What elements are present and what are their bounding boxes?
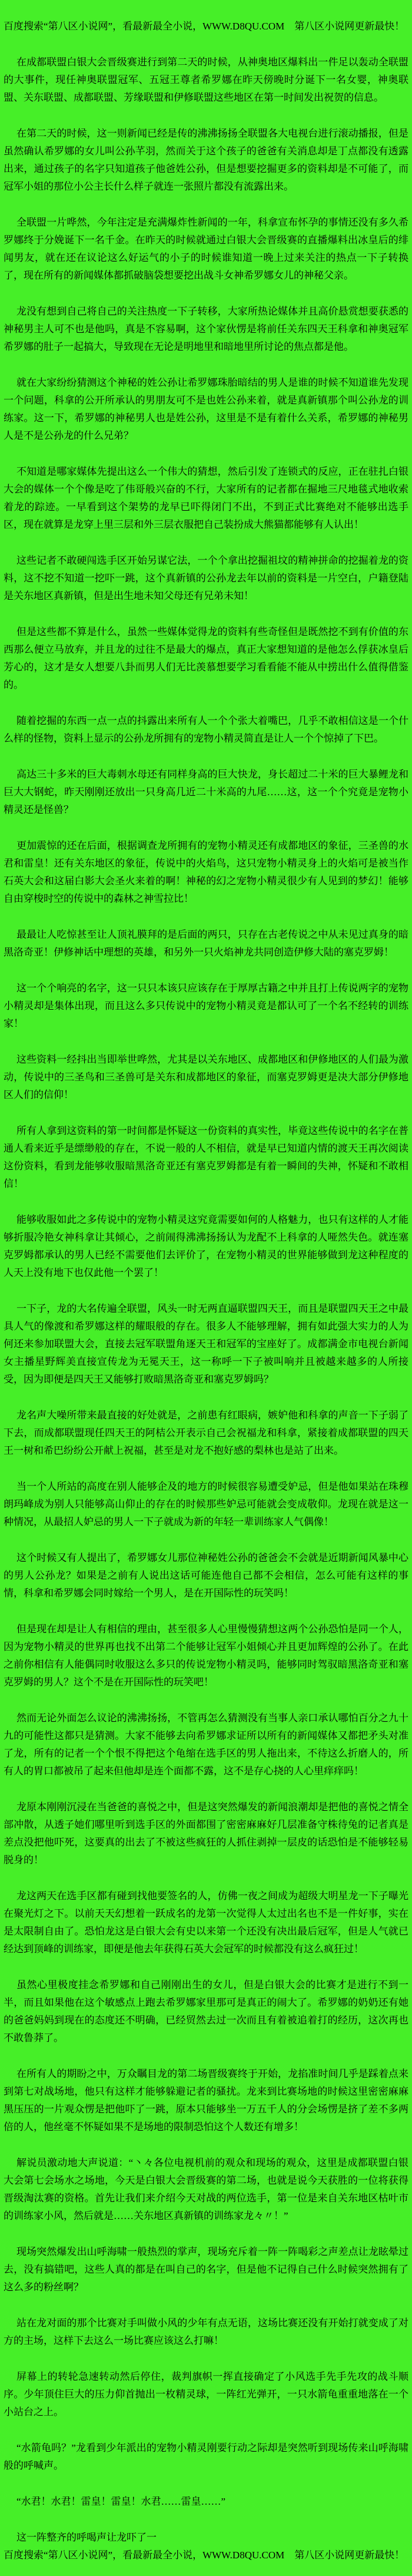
novel-paragraph: 这一个个响亮的名字，这一只只本该只应该存在于厚厚古籍之中并且打上传说两字的宠物小精灵却是集体出现，而且这么多只传说中的宠物小精灵竟是都认可了一个名不经转的训练家！ — [4, 983, 408, 1029]
novel-paragraph: 能够收服如此之多传说中的宠物小精灵这究竟需要如何的人格魅力，也只有这样的人才能够折服冷艳女神科拿让其倾心，之前闹得沸沸扬扬认为龙配不上科拿的人哑然失色。就连塞克罗姆都承认的男人已经不需要他们去评价了，在宠物小精灵的世界能够做到龙这种程度的人天上没有地下也仅此他一个罢了！ — [4, 1214, 408, 1278]
novel-paragraph: 现场突然爆发出山呼海啸一般热烈的掌声，现场充斥着一阵一阵喝彩之声差点让龙眩晕过去，没有搞错吧，这些人真的都是在叫自己的名字，但是他不记得自己什么时候突然拥有了这么多的粉丝啊？ — [4, 2246, 408, 2293]
novel-paragraph: “水君！水君！雷皇！雷皇！水君……雷皇……” — [16, 2496, 226, 2507]
novel-paragraph: 这些记者不敢硬闯选手区开始另谋它法，一个个拿出挖掘祖坟的精神拼命的挖掘着龙的资料，这不挖不知道一挖吓一跳，这个真新镇的公孙龙去年以前的资料是一片空白，户籍登陆是关东地区真新镇，但是出生地未知父母还有兄弟未知！ — [4, 555, 408, 601]
novel-paragraph: 但是这些都不算是什么，虽然一些媒体觉得龙的资料有些奇怪但是既然挖不到有价值的东西那么便立马放弃，并且龙的过往不是最大的爆点，真正大家想知道的是他怎么俘获冰皇后芳心的，这才是女人想要八卦而男人们无比羡慕想要学习看看能不能从中捞出什么值得借鉴的。 — [4, 626, 408, 690]
novel-paragraph: 一下子，龙的大名传遍全联盟，风头一时无两直逼联盟四天王，而且是联盟四天王之中最具人气的像渡和希罗娜这样的耀眼般的存在。很多人不能够理解，拥有如此强大实力的人为何还来参加联盟大会，直接去冠军联盟角逐天王和冠军的宝座好了。成都满金市电视台新闻女主播星野辉美直接宣传龙为无冕天王，这一称呼一下子被叫响并且被越来越多的人所接受，因为即便是四天王又能够打败暗黑洛奇亚和塞克罗姆吗？ — [4, 1303, 408, 1385]
novel-paragraph: 龙名声大噪所带来最直接的好处就是，之前患有红眼病，嫉妒他和科拿的声音一下子弱了下去，而成都联盟现任四天王的阿桔公开表示自己会祝福龙和科拿，紧接着成都联盟的四天王一树和希巴纷纷公开献上祝福，甚至是对龙不抱好感的梨林也是站了出来。 — [4, 1410, 408, 1456]
novel-paragraph: 虽然心里极度挂念希罗娜和自己刚刚出生的女儿，但是白银大会的比赛才是进行不到一半，而且如果他在这个敏感点上跑去希罗娜家里那可是真正的闹大了。希罗娜的奶奶还有她的爸爸妈妈到现在的态度还不明确，已经贸然去过一次而且有着被追着打的经历，这次再也不敢鲁莽了。 — [4, 1979, 408, 2043]
novel-paragraph: 站在龙对面的那个比赛对手叫做小风的少年有点无语，这场比赛还没有开始打就变成了对方的主场，这样下去这么一场比赛应该这么打嘛！ — [4, 2317, 408, 2346]
novel-paragraph: 就在大家纷纷猜测这个神秘的姓公孙让希罗娜珠胎暗结的男人是谁的时候不知道谁先发现一个问题，科拿的公开所承认的男朋友可不是也姓公孙来着，就是真新镇那个叫公孙龙的训练家。这一下，希罗娜的神秘男人也是姓公孙，这里是不是有着什么关系，希罗娜的神秘男人是不是公孙龙的什么兄弟？ — [4, 377, 408, 441]
novel-paragraph: 解说员激动地大声说道：“丶々各位电视机前的观众和现场的观众，这里是成都联盟白银大会第七会场水之场地，今天是白银大会晋级赛的第二场，也就是说今天获胜的一位将获得晋级淘汰赛的资格。首先让我们来介绍今天对战的两位选手，第一位是来自关东地区枯叶市的训练家小风，然后就是……关东地区真新镇的训练家龙々〃！” — [4, 2157, 408, 2221]
novel-paragraph: 龙没有想到自己将自己的关注热度一下子转移，大家所热论媒体并且高价悬赏想要获悉的神秘男主人可不也是他吗，真是不容易啊，这个家伙愣是将前任关东四天王科拿和神奥冠军希罗娜的肚子一起搞大，导致现在无论是明地里和暗地里所讨论的焦点都是他。 — [4, 306, 408, 352]
novel-paragraph: 更加震惊的还在后面，根据调查龙所拥有的宠物小精灵还有成都地区的象征，三圣兽的水君和雷皇！还有关东地区的象征，传说中的火焰鸟，这只宠物小精灵身上的火焰可是被当作石英大会和这届白影大会圣火来着的啊！神秘的幻之宠物小精灵很少有人见到的梦幻！能够自由穿梭时空的传说中的森林之神雪拉比！ — [4, 840, 408, 904]
novel-paragraph: 这些资料一经抖出当即举世哗然，尤其是以关东地区、成都地区和伊修地区的人们最为激动，传说中的三圣鸟和三圣兽可是关东和成都地区的象征，而塞克罗姆更是决大部分伊修地区人们的信仰！ — [4, 1054, 408, 1100]
novel-paragraph: 龙原本刚刚沉浸在当爸爸的喜悦之中，但是这突然爆发的新闻浪潮却是把他的喜悦之情全部冲散，从透子她们哪里听到选手区的外面都围了密密麻麻好几层准备守株待兔的记者真是差点没把他吓死，这要真的出去了不被这些疯狂的人抓住剥掉一层皮的话恐怕是不能够轻易脱身的！ — [4, 1801, 408, 1866]
novel-paragraph: 但是现在却是让人有相信的理由，甚至很多人心里慢慢猜想这两个公孙恐怕是同一个人，因为宠物小精灵的世界再也找不出第二个能够让冠军小姐倾心并且更加辉煌的公孙了。在此之前你相信有人能偶同时收服这么多只的传说宠物小精灵吗，能够同时驾驭暗黑洛奇亚和塞克罗姆的男人？这个不是在开国际性的玩笑吧！ — [4, 1623, 408, 1688]
novel-body — [4, 54, 408, 2547]
novel-paragraph: 不知道是哪家媒体先提出这么一个伟大的猜想，然后引发了连锁式的反应，正在驻扎白银大会的媒体一个个像是吃了伟哥般兴奋的不行，大家所有的记者都在掘地三尺地毯式地收索着龙的踪迹。一早看到这个架势的龙早已吓得闭门不出，不到正式比赛绝对不能够出选手区，现在就算是龙穿上里三层和外三层衣服把自己装扮成大熊猫都能够有人认出！ — [4, 466, 408, 530]
novel-paragraph: 在所有人的期盼之中，万众瞩目龙的第二场晋级赛终于开始，龙掐准时间几乎是踩着点来到第七对战场地，他只有这样才能够躲避记者的骚扰。龙来到比赛场地的时候这里密密麻麻黑压压的一片观众愣是把他吓了一跳，原本只能够坐一万五千人的分会场愣是挤了差不多两倍的人，他丝毫不怀疑如果不是场地的限制恐怕这个人数还有增多！ — [4, 2068, 408, 2132]
novel-paragraph: “水箭龟吗？”龙看到少年派出的宠物小精灵刚要行动之际却是突然听到现场传来山呼海啸般的呼喊声。 — [4, 2442, 408, 2471]
novel-paragraph: 龙这两天在选手区都有碰到找他要签名的人，仿佛一夜之间成为超级大明星龙一下子曝光在聚光灯之下。以前天天幻想着一跃成名的龙第一次觉得人太过出名也不是一件好事，实在是太限制自由了。恐怕龙这是白银大会有史以来第一个还没有决出最后冠军，但是人气就已经达到顶峰的训练家，即便是他去年获得石英大会冠军的时候都没有这么疯狂过！ — [4, 1890, 408, 1955]
novel-paragraph: 当一个人所站的高度在别人能够企及的地方的时候很容易遭受妒忌，但是他如果站在珠穆朗玛峰成为别人只能够高山仰止的存在的时候那些妒忌可能就会变成敬仰。龙现在就是这一种情况，从最招人妒忌的男人一下子就成为新的年轻一辈训练家人气偶像！ — [4, 1481, 408, 1527]
promo-footer: 百度搜索“第八区小说网”，看最新最全小说，WWW.D8QU.COM 第八区小说网更新最快！ — [4, 2549, 405, 2561]
novel-paragraph: 这个时候又有人提出了，希罗娜女儿那位神秘姓公孙的爸爸会不会就是近期新闻风暴中心的男人公孙龙？如果是之前有人说出这话可能连他自己都不会相信，怎么可能有这样的事情，科拿和希罗娜会同时嫁给一个男人，是在开国际性的玩笑吗！ — [4, 1552, 408, 1599]
novel-paragraph: 所有人拿到这资料的第一时间都是怀疑这一份资料的真实性，毕竟这些传说中的名字在普通人看来近乎是缥缈般的存在，不说一般的人不相信，就是早已知道内情的渡天王再次阅读这份资料，看到龙能够收服暗黑洛奇亚还有塞克罗姆都是有着一瞬间的失神，怀疑和不敢相信！ — [4, 1125, 408, 1189]
promo-header: 百度搜索“第八区小说网”，看最新最全小说，WWW.D8QU.COM 第八区小说网更新最快！ — [4, 21, 405, 32]
novel-paragraph: 随着挖掘的东西一点一点的抖露出来所有人一个个张大着嘴巴，几乎不敢相信这是一个什么样的怪物，资料上显示的公孙龙所拥有的宠物小精灵简直是让人一个个惊掉了下巴。 — [4, 715, 408, 744]
novel-paragraph: 然而无论外面怎么议论的沸沸扬扬，不管再怎么猜测没有当事人亲口承认哪怕百分之九十九的可能性这都只是猜测。大家不能够去向希罗娜求证所以所有的新闻媒体又都把矛头对准了龙，所有的记者一个个恨不得把这个龟缩在选手区的男人拖出来，不待这么折磨人的，所有人的胃口都被吊了起来但他却是连个面都不露，这不是存心挠的人心里痒痒吗！ — [4, 1712, 408, 1777]
novel-paragraph: 在第二天的时候，这一则新闻已经是传的沸沸扬扬全联盟各大电视台进行滚动播报，但是虽然确认希罗娜的女儿叫公孙芊羽，然而关于这个孩子的爸爸有关消息却是丁点都没有透露出来，通过孩子的名字只知道孩子他爸姓公孙，但是想要挖掘更多的资料却是不可能了，而冠军小姐的那位小公主长什么样子就连一张照片都没有流露出来。 — [4, 128, 408, 192]
novel-paragraph: 高达三十多米的巨大毒刺水母还有同样身高的巨大快龙，身长超过二十米的巨大暴鲤龙和巨大大钢蛇，昨天刚刚还放出一只身高几近二十米高的九尾……这，这一个个究竟是宠物小精灵还是怪兽？ — [4, 769, 408, 815]
novel-paragraph: 最最让人吃惊甚至让人顶礼膜拜的是后面的两只，只存在古老传说之中从未见过真身的暗黑洛奇亚！伊修神话中理想的英雄，和另外一只火焰神龙共同创造伊修大陆的塞克罗姆！ — [4, 929, 408, 958]
novel-paragraph: 在成都联盟白银大会晋级赛进行到第二天的时候，从神奥地区爆料出一件足以轰动全联盟的大事件，现任神奥联盟冠军、五冠王尊者希罗娜在昨天傍晚时分诞下一名女婴，神奥联盟、关东联盟、成都联盟、芳缘联盟和伊修联盟这些地区在第一时间发出祝贺的信息。 — [4, 57, 408, 103]
novel-paragraph-cutoff: 这一阵整齐的呼喝声让龙吓了一 — [16, 2532, 157, 2543]
novel-paragraph: 屏幕上的转轮急速转动然后停住，裁判旗帜一挥直接确定了小风选手先手先攻的战斗顺序。少年顶住巨大的压力仰首抛出一枚精灵球，一阵红光弹开，一只水箭龟重重地落在一个小站台之上。 — [4, 2371, 408, 2418]
novel-paragraph: 全联盟一片哗然，今年注定是充满爆炸性新闻的一年，科拿宣布怀孕的事情还没有多久希罗娜终于分娩诞下一名千金。在昨天的时候就通过白银大会晋级赛的直播爆料出冰皇后的绯闻男友，就在还在议论这么好运气的小子的时候谁知道一晚上过来关注的热点一下子转换了，现在所有的新闻媒体都抓破脑袋想要挖出战斗女神希罗娜女儿的神秘父亲。 — [4, 217, 408, 281]
